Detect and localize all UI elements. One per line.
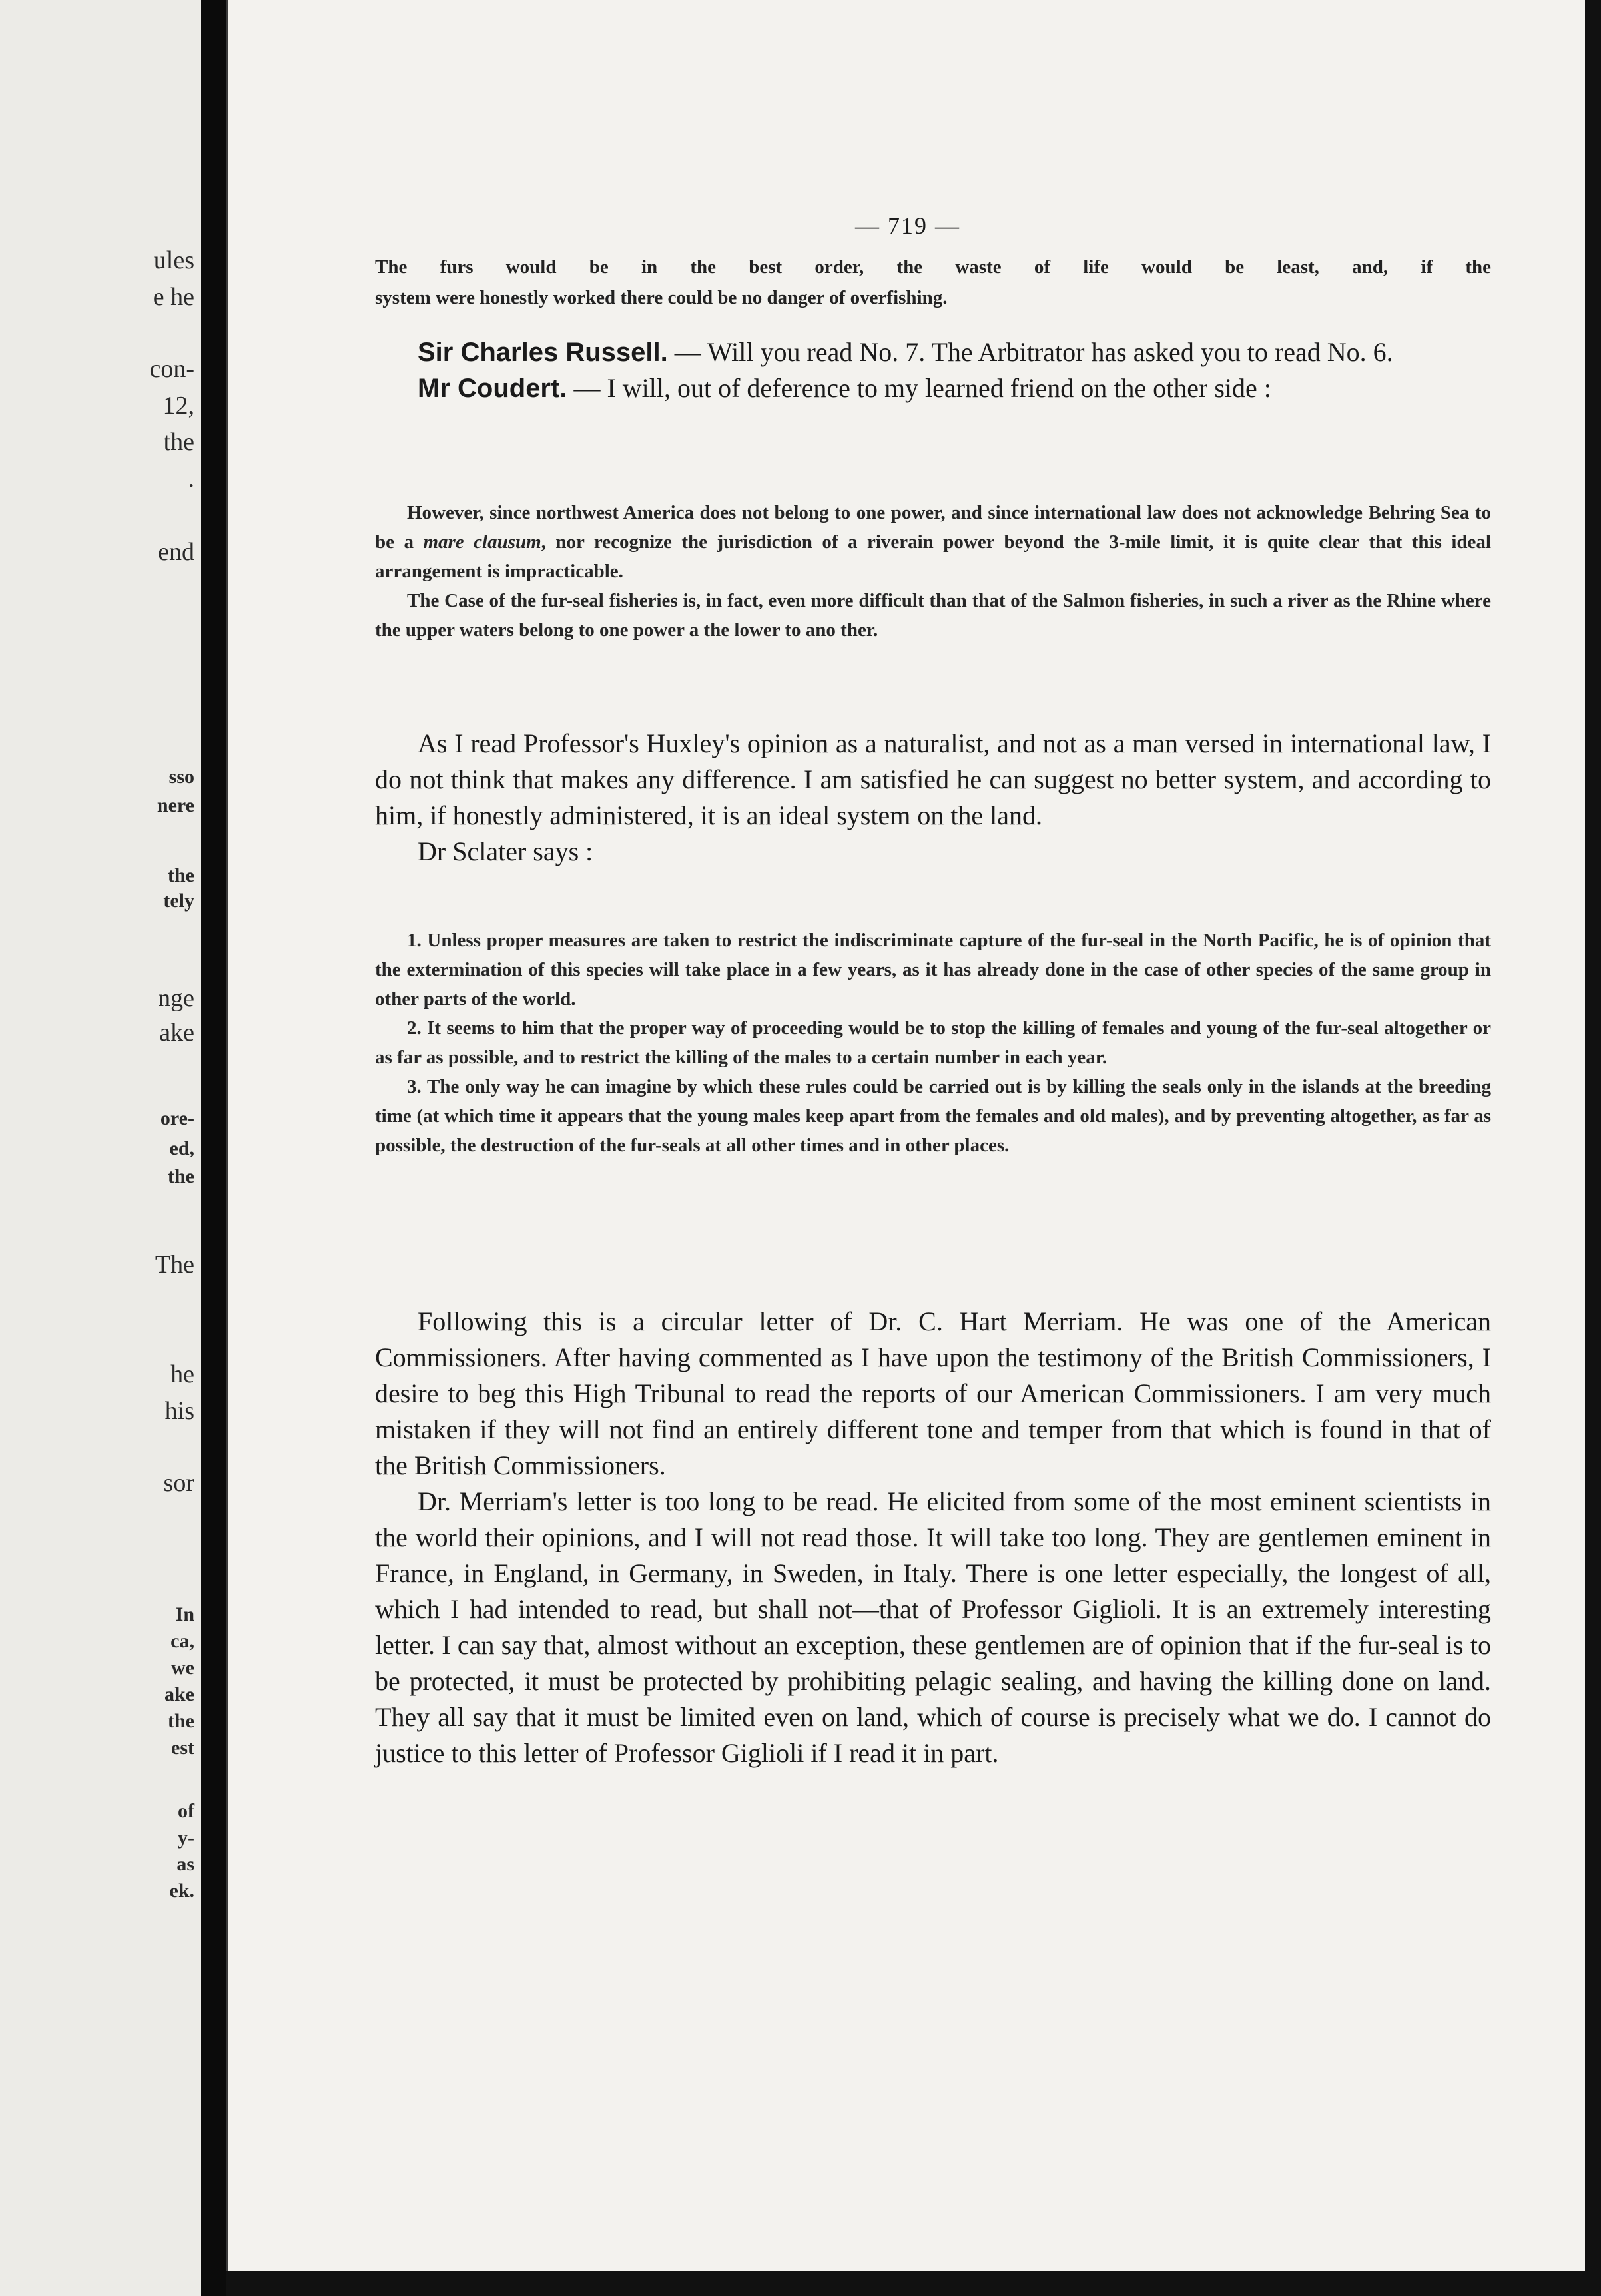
scan-border-bottom (226, 2271, 1585, 2296)
quote1-italic: mare clausum (423, 531, 541, 553)
left-fragment: of (178, 1800, 194, 1822)
left-fragment: con- (149, 355, 194, 383)
sclater-item-1: 1. Unless proper measures are taken to restrict the indiscriminate capture of the fur-seal in the North Pacific, he is of opinion that the extermination of this species will take place in a few years, as it has already done in the case of other species of the same group in other parts of the world. (375, 930, 1491, 1009)
left-fragment: sso (168, 766, 194, 788)
document-page (226, 0, 1587, 2271)
left-fragment: the (168, 1165, 194, 1187)
huxley-quote (375, 498, 1491, 645)
left-fragment: ek. (169, 1880, 194, 1902)
left-fragment: ules (153, 246, 194, 274)
left-fragment: the (168, 1710, 194, 1732)
speaker-coudert: Mr Coudert. (418, 374, 567, 403)
sclater-item-3: 3. The only way he can imagine by which these rules could be carried out is by killing the seals only in the islands at the breeding time (at which time it appears that the young males keep apart from the females and old males), and by preventing altogether, as far as possible, the destruction of the fur-seals at all other times and in other places. (375, 1076, 1491, 1156)
intro-line-2: system were honestly worked there could be no danger of overfishing. (375, 287, 948, 308)
merriam-paragraph-1: Following this is a circular letter of Dr. C. Hart Merriam. He was one of the American Commissioners. After having commented as I have upon the testimony of the British Commissioners, I desire to beg this High Tribunal to read the reports of our American Commissioners. I am very much mistaken if they will not find an entirely different tone and temper from that which is found in that of the British Commissioners. (375, 1306, 1491, 1480)
page-gutter (201, 0, 226, 2296)
left-fragment: In (175, 1603, 194, 1625)
left-fragment: as (176, 1853, 194, 1875)
huxley-paragraph: As I read Professor's Huxley's opinion as a naturalist, and not as a man versed in international law, I do not think that makes any difference. I am satisfied he can suggest no better system, and according to him, if honestly administered, it is an ideal system on the land. (375, 728, 1491, 830)
left-fragment: ore- (160, 1107, 194, 1129)
intro-text (375, 252, 1491, 313)
merriam-section (375, 1304, 1491, 1771)
left-fragment: The (155, 1251, 194, 1279)
left-fragment: ake (159, 1019, 194, 1047)
page-number: — 719 — (855, 212, 960, 239)
russell-paragraph (375, 334, 1491, 370)
left-fragment: e he (153, 283, 194, 311)
quote1-text-a: However, since northwest America does not belong to one power, and since international law does not acknowledge Behring Sea to be a (375, 502, 1491, 553)
dialogue-block (375, 334, 1491, 406)
coudert-paragraph (375, 370, 1491, 406)
scan-border-right (1585, 0, 1601, 2296)
quote1-text-b: , nor recognize the jurisdiction of a riverain power beyond the 3-mile limit, it is quite clear that this ideal arrangement is impracticable. (375, 531, 1491, 582)
left-fragment: the (163, 428, 194, 456)
quote1-paragraph-1 (375, 498, 1491, 586)
left-fragment: ed, (169, 1137, 194, 1159)
left-fragment: sor (163, 1469, 194, 1497)
left-fragment: tely (163, 890, 194, 912)
left-fragment: end (158, 538, 194, 566)
left-fragment: nge (158, 984, 194, 1012)
left-fragment: 12, (162, 392, 194, 420)
previous-page-edge (0, 0, 201, 2296)
quote1-paragraph-2: The Case of the fur-seal fisheries is, in fact, even more difficult than that of the Salmon fisheries, in such a river as the Rhine where the upper waters belong to one power a the lower to ano ther. (375, 590, 1491, 641)
left-fragment: he (170, 1360, 194, 1388)
left-fragment: his (164, 1397, 194, 1425)
sclater-intro: Dr Sclater says : (418, 836, 593, 866)
russell-text: — Will you read No. 7. The Arbitrator has asked you to read No. 6. (674, 337, 1393, 367)
intro-line-1: The furs would be in the best order, the waste of life would be least, and, if the (375, 256, 1491, 278)
left-fragment: y- (178, 1827, 194, 1849)
left-fragment: the (168, 864, 194, 886)
left-fragment: ca, (170, 1630, 194, 1652)
speaker-russell: Sir Charles Russell. (418, 338, 668, 367)
merriam-paragraph-2: Dr. Merriam's letter is too long to be read. He elicited from some of the most eminent scientists in the world their opinions, and I will not read those. It will take too long. They are gentlemen eminent in France, in England, in Germany, in Sweden, in Italy. There is one letter especially, the longest of all, which I had intended to read, but shall not—that of Professor Giglioli. It is an extremely interesting letter. I can say that, almost without an exception, these gentlemen are of opinion that if the fur-seal is to be protected, it must be protected by prohibiting pelagic sealing, and having the killing done on land. They all say that it must be limited even on land, which of course is precisely what we do. I cannot do justice to this letter of Professor Giglioli if I read it in part. (375, 1486, 1491, 1768)
left-fragment: nere (157, 794, 194, 816)
sclater-item-2: 2. It seems to him that the proper way of proceeding would be to stop the killing of females and young of the fur-seal altogether or as far as possible, and to restrict the killing of the males to a certain number in each year. (375, 1017, 1491, 1068)
left-fragment: we (171, 1657, 194, 1679)
huxley-commentary (375, 726, 1491, 870)
left-fragment: . (188, 465, 194, 493)
left-fragment: ake (164, 1683, 194, 1705)
coudert-text: — I will, out of deference to my learned friend on the other side : (573, 373, 1271, 403)
sclater-quote (375, 926, 1491, 1160)
left-fragment: est (171, 1737, 194, 1759)
